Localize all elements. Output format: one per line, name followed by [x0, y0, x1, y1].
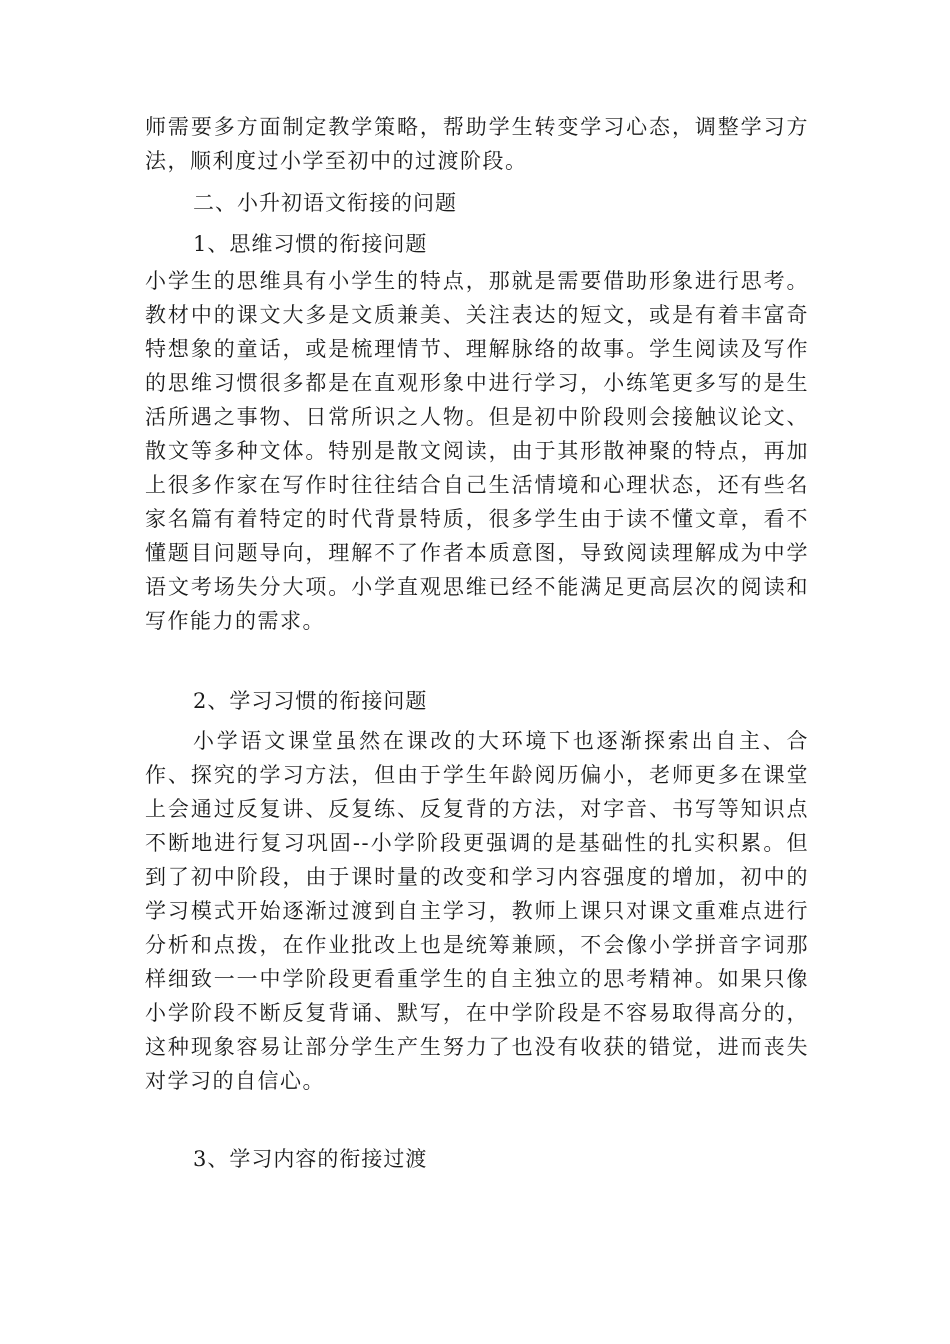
sub2-heading: 2、学习习惯的衔接问题: [193, 689, 428, 713]
section-heading: 二、小升初语文衔接的问题: [193, 191, 457, 215]
sub1-paragraph: 小学生的思维具有小学生的特点，那就是需要借助形象进行思考。教材中的课文大多是文质兼美、关注表达的短文，或是有着丰富奇特想象的童话，或是梳理情节、理解脉络的故事。学生阅读及写作的思维习惯很多都是在直观形象中进行学习，小练笔更多写的是生活所遇之事物、日常所识之人物。但是初中阶段则会接触议论文、散文等多种文体。特别是散文阅读，由于其形散神聚的特点，再加上很多作家在写作时往往结合自己生活情境和心理状态，还有些名家名篇有着特定的时代背景特质，很多学生由于读不懂文章，看不懂题目问题导向，理解不了作者本质意图，导致阅读理解成为中学语文考场失分大项。小学直观思维已经不能满足更高层次的阅读和写作能力的需求。: [145, 269, 809, 633]
sub1-heading: 1、思维习惯的衔接问题: [193, 232, 428, 256]
intro-paragraph: 师需要多方面制定教学策略，帮助学生转变学习心态，调整学习方法，顺利度过小学至初中的过渡阶段。: [145, 115, 809, 173]
sub3-heading: 3、学习内容的衔接过渡: [193, 1147, 428, 1171]
sub2-paragraph: 小学语文课堂虽然在课改的大环境下也逐渐探索出自主、合作、探究的学习方法，但由于学生年龄阅历偏小，老师更多在课堂上会通过反复讲、反复练、反复背的方法，对字音、书写等知识点不断地进行复习巩固--小学阶段更强调的是基础性的扎实积累。但到了初中阶段，由于课时量的改变和学习内容强度的增加，初中的学习模式开始逐渐过渡到自主学习，教师上课只对课文重难点进行分析和点拨，在作业批改上也是统筹兼顾，不会像小学拼音字词那样细致一一中学阶段更看重学生的自主独立的思考精神。如果只像小学阶段不断反复背诵、默写，在中学阶段是不容易取得高分的，这种现象容易让部分学生产生努力了也没有收获的错觉，进而丧失对学习的自信心。: [145, 729, 809, 1093]
